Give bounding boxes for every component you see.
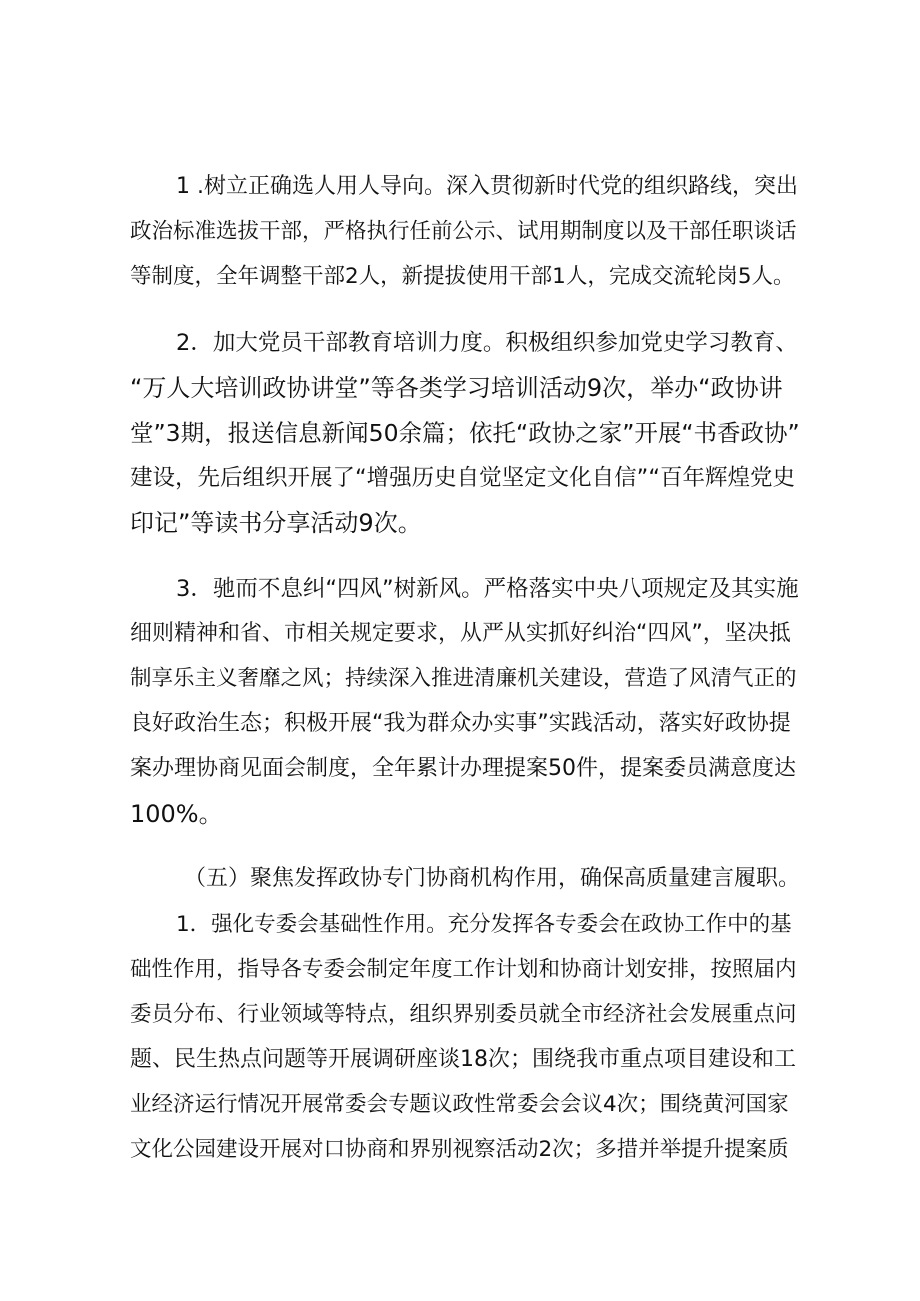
text-line: 制享乐主义奢靡之风；持续深入推进清廉机关建设，营造了风清气正的 xyxy=(130,666,797,691)
text-line: 案办理协商见面会制度，全年累计办理提案50件，提案委员满意度达 xyxy=(130,756,796,781)
text-line: 100%。 xyxy=(130,800,223,828)
text-line: 细则精神和省、市相关规定要求，从严从实抓好纠治“四风”，坚决抵 xyxy=(130,621,791,646)
section-heading: （五）聚焦发挥政协专门协商机构作用，确保高质量建言履职。 xyxy=(184,866,801,891)
text-line: 堂”3期，报送信息新闻50余篇；依托“政协之家”开展“书香政协” xyxy=(130,419,800,447)
text-line: “万人大培训政协讲堂”等各类学习培训活动9次，举办“政协讲 xyxy=(130,374,783,402)
text-line: 文化公园建设开展对口协商和界别视察活动2次；多措并举提升提案质 xyxy=(130,1137,789,1162)
text-line: 3．驰而不息纠“四风”树新风。严格落实中央八项规定及其实施 xyxy=(176,576,799,602)
text-line: 1 .树立正确选人用人导向。深入贯彻新时代党的组织路线，突出 xyxy=(176,174,798,199)
text-line: 题、民生热点问题等开展调研座谈18次；围绕我市重点项目建设和工 xyxy=(130,1047,796,1072)
text-line: 委员分布、行业领域等特点，组织界别委员就全市经济社会发展重点问 xyxy=(130,1002,797,1027)
text-line: 础性作用，指导各专委会制定年度工作计划和协商计划安排，按照届内 xyxy=(130,957,797,982)
text-line: 等制度，全年调整干部2人，新提拔使用干部1人，完成交流轮岗5人。 xyxy=(130,264,795,289)
text-line: 业经济运行情况开展常委会专题议政性常委会会议4次；围绕黄河国家 xyxy=(130,1092,789,1117)
text-line: 良好政治生态；积极开展“我为群众办实事”实践活动，落实好政协提 xyxy=(130,711,791,736)
text-line: 建设，先后组织开展了“增强历史自觉坚定文化自信”“百年辉煌党史 xyxy=(130,465,795,491)
text-line: 1．强化专委会基础性作用。充分发挥各专委会在政协工作中的基 xyxy=(176,912,792,937)
text-line: 2．加大党员干部教育培训力度。积极组织参加党史学习教育、 xyxy=(176,330,798,356)
text-line: 印记”等读书分享活动9次。 xyxy=(130,509,422,537)
text-line: 政治标准选拔干部，严格执行任前公示、试用期制度以及干部任职谈话 xyxy=(130,219,797,244)
